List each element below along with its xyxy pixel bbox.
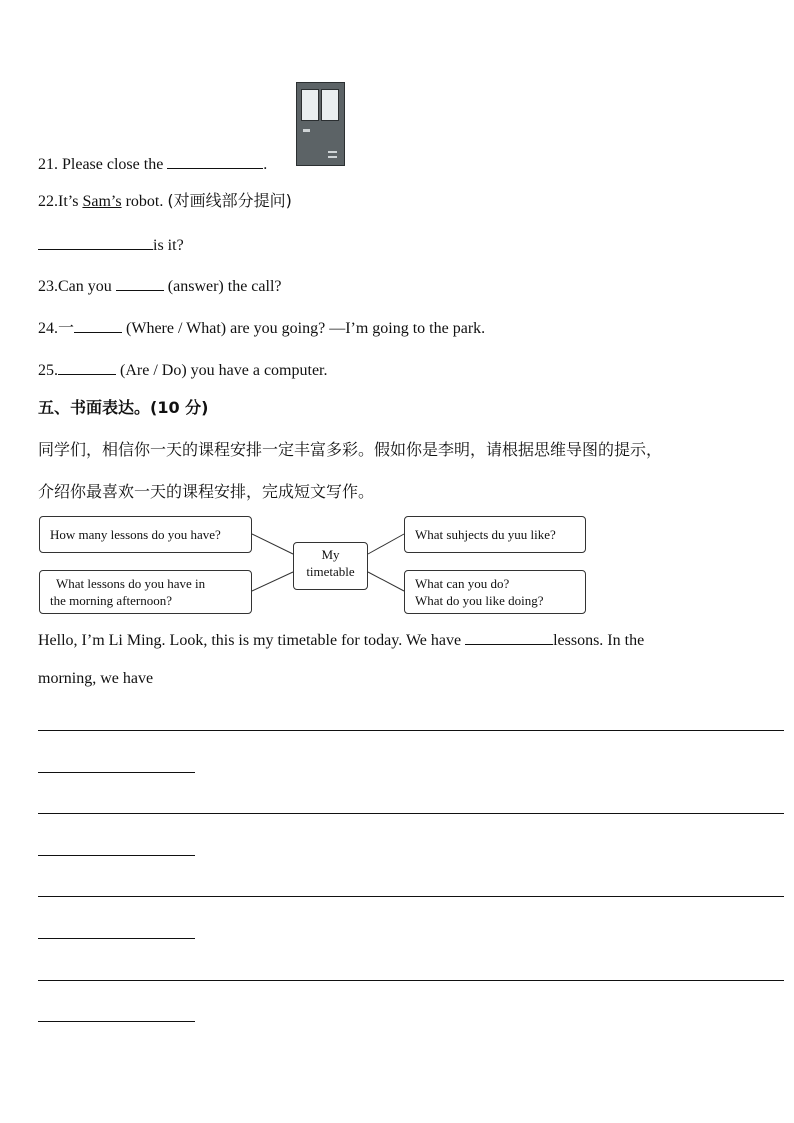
- writing-line[interactable]: [38, 938, 195, 939]
- question-number: 21: [38, 156, 54, 173]
- underlined-word: Sam’s: [82, 193, 122, 210]
- question-number: 24: [38, 320, 54, 337]
- mindmap-node-text: What lessons do you have in: [56, 576, 206, 591]
- question-note: (对画线部分提问): [167, 191, 292, 210]
- period: .: [263, 156, 268, 173]
- mindmap-node-abilities: [404, 570, 586, 614]
- question-number: 25: [38, 362, 54, 379]
- instruction-line: 同学们，相信你一天的课程安排一定丰富多彩。假如你是李明，请根据思维导图的提示，: [38, 440, 663, 459]
- writing-line[interactable]: [38, 855, 195, 856]
- mindmap-node-subjects: [404, 516, 586, 553]
- mindmap-node-text: What can you do?: [415, 576, 510, 591]
- mindmap-node-text: How many lessons do you have?: [50, 527, 221, 542]
- question-number: 23: [38, 278, 54, 295]
- writing-line[interactable]: [38, 1021, 195, 1022]
- question-number: 22: [38, 193, 54, 210]
- mindmap-center-node: [293, 542, 368, 590]
- writing-line[interactable]: [38, 813, 784, 814]
- question-text: (answer) the call?: [163, 278, 282, 295]
- question-text: robot.: [121, 193, 168, 210]
- mindmap-center-text: My: [321, 547, 340, 562]
- question-text: (Are / Do) you have a computer.: [116, 362, 328, 379]
- writing-line[interactable]: [38, 896, 784, 897]
- essay-text: Hello, I’m Li Ming. Look, this is my timetable for today. We have: [38, 632, 466, 649]
- essay-text: lessons. In the: [553, 632, 645, 649]
- mindmap-node-lessons-count: [39, 516, 252, 553]
- question-text: (Where / What) are you going?: [122, 320, 330, 337]
- essay-line-1: [38, 628, 644, 651]
- question-text: —I’m going to the park.: [329, 320, 486, 337]
- mindmap-node-text: What suhjects du yuu like?: [415, 527, 556, 542]
- section-heading: 五、书面表达。(10 分): [38, 398, 209, 417]
- writing-line[interactable]: [38, 980, 784, 981]
- answer-text: is it?: [153, 237, 184, 254]
- essay-line-2: morning, we have: [38, 670, 154, 687]
- answer-blank[interactable]: [465, 628, 553, 645]
- mindmap-node-text: What do you like doing?: [415, 593, 544, 608]
- instruction-line: 介绍你最喜欢一天的课程安排，完成短文写作。: [38, 482, 375, 501]
- writing-line[interactable]: [38, 730, 784, 731]
- question-text: .: [54, 362, 58, 379]
- question-text: .It’s: [54, 193, 83, 210]
- mindmap-node-text: the morning afternoon?: [50, 593, 173, 608]
- writing-line[interactable]: [38, 772, 195, 773]
- mindmap-node-lessons-time: [39, 570, 252, 614]
- question-text: .Can you: [54, 278, 116, 295]
- question-text: .一: [54, 320, 75, 337]
- mindmap-center-text: timetable: [306, 564, 355, 579]
- question-text: . Please close the: [54, 156, 164, 173]
